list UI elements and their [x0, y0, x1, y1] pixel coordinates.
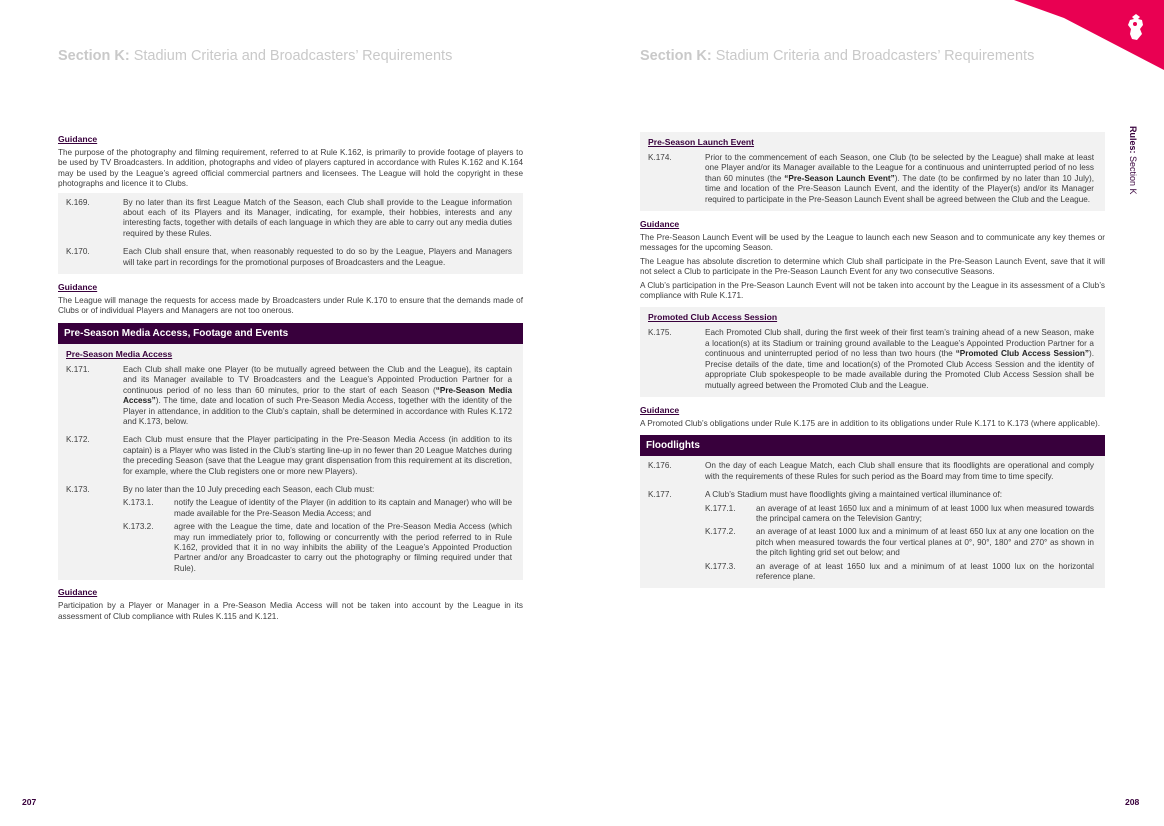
left-column: [58, 132, 523, 625]
guidance-text: A Promoted Club’s obligations under Rule K.175 are in addition to its obligations under Rule K.171 to K.173 (where applicable).: [640, 418, 1100, 428]
guidance-heading: Guidance: [58, 587, 98, 598]
pre-season-launch-event-box: [640, 132, 1105, 211]
section-band-floodlights: Floodlights: [640, 435, 1105, 456]
right-page: [582, 0, 1164, 826]
guidance-text: A Club’s participation in the Pre-Season Launch Event will not be taken into account by the League in its assessment of a Club’s compliance with Rule K.171.: [640, 280, 1105, 301]
box-heading: Promoted Club Access Session: [648, 312, 778, 323]
rule-k176: K.176. On the day of each League Match, each Club shall ensure that its floodlights are operational and comply with the requirements of these Rules for such period as the Board may from time to time specify.: [648, 461, 1094, 481]
subrule-k173-2: K.173.2. agree with the League the time, date and location of the Pre-Season Media Access (which may run immediately prior to, following or concurrently with the period referred to in Rule K.162, provided that it in no way inhibits the ability of the League’s Appointed Production Partner and/or any Broadcaster to carry out the photography or filming required under that Rule).: [123, 522, 512, 573]
promoted-club-access-box: [640, 307, 1105, 396]
premier-league-lion-icon: [1124, 13, 1148, 41]
section-band-pre-season: Pre-Season Media Access, Footage and Events: [58, 323, 523, 344]
floodlights-box: [640, 456, 1105, 588]
pre-season-media-access-box: [58, 344, 523, 580]
subrule-k177-2: K.177.2. an average of at least 1000 lux and a minimum of at least 650 lux at any one location on the pitch when measured towards the four vertical planes at 0°, 90°, 180° and 270° as shown in the pitch lighting grid set out below; and: [705, 527, 1094, 558]
box-heading: Pre-Season Media Access: [66, 348, 173, 359]
guidance-text: The Pre-Season Launch Event will be used by the League to launch each new Season and to communicate any key themes or messages for the upcoming Season.: [640, 233, 1105, 253]
section-header-right: Section K: Stadium Criteria and Broadcasters’ Requirements: [640, 48, 1035, 64]
section-header-left: Section K: Stadium Criteria and Broadcasters’ Requirements: [58, 48, 453, 64]
guidance-text: The League will manage the requests for access made by Broadcasters under Rule K.170 to ensure that the demands made of Clubs or of individual Players and Managers are not too onerous.: [58, 296, 523, 316]
guidance-text: The purpose of the photography and filming requirement, referred to at Rule K.162, is primarily to provide footage of players to be used by TV Broadcasters. In addition, photographs and video of players captured in accordance with Rules K.162 and K.164 may be used by the League’s agreed official commercial partners and licensees. The League will hold the copyright in these photographs and licence it to Clubs.: [58, 148, 523, 189]
subrule-k173-1: K.173.1. notify the League of identity of the Player (in addition to its captain and Manager) who will be made available for the Pre-Season Media Access; and: [123, 498, 512, 518]
rule-box: [58, 193, 523, 274]
subrule-k177-3: K.177.3. an average of at least 1650 lux and a minimum of at least 1000 lux on the horizontal reference plane.: [705, 561, 1094, 581]
rule-k177: K.177. A Club’s Stadium must have floodlights giving a maintained vertical illuminance of: K.177.1. an average of at least 1650 lux and a minimum of at least 1000 lux when measured towards the principal camera on the Television Gantry; K.177.2. an average of at least 1000 lux and a minimum of at least 650 lux at any one location on the pitch when measured towards the four vertical planes at 0°, 90°, 180° and 270° as shown in the pitch lighting grid set out below; and K.177.3. an average of at least 1650 lux and a minimum of at least 1000 lux on the horizontal reference plane.: [648, 490, 1094, 581]
guidance-heading: Guidance: [640, 404, 680, 415]
guidance-text: Participation by a Player or Manager in a Pre-Season Media Access will not be taken into account by the League in its assessment of Club compliance with Rules K.115 and K.121.: [58, 601, 523, 621]
guidance-text: The League has absolute discretion to determine which Club shall participate in the Pre-Season Launch Event, save that it will not select a Club to participate in the Pre-Season Launch Event for any two consecutive Seasons.: [640, 256, 1105, 277]
rule-k173: K.173. By no later than the 10 July preceding each Season, each Club must: K.173.1. notify the League of identity of the Player (in addition to its captain and Manager) who will be made available for the Pre-Season Media Access; and K.173.2. agree with the League the time, date and location of the Pre-Season Media Access (which may run immediately prior to, following or concurrently with the period referred to in Rule K.162, provided that it in no way inhibits the ability of the League’s Appointed Production Partner and/or any Broadcaster to carry out the photography or filming required under that Rule).: [66, 484, 512, 573]
guidance-heading: Guidance: [58, 134, 98, 144]
rule-k170: K.170. Each Club shall ensure that, when reasonably requested to do so by the League, Players and Managers will take part in recordings for the promotional purposes of Broadcasters and the League.: [66, 247, 512, 267]
side-section-label: Rules: Section K: [1128, 126, 1138, 195]
box-heading: Pre-Season Launch Event: [648, 137, 755, 147]
rule-k172: K.172. Each Club must ensure that the Player participating in the Pre-Season Media Access (in addition to its captain) is a Player who was listed in the Club’s starting line-up in no fewer than 20 League Matches during the preceding Season (save that the League may grant dispensation from this requirement at its discretion, for example, where the Club registers one or more new Players).: [66, 435, 512, 476]
subrule-k177-1: K.177.1. an average of at least 1650 lux and a minimum of at least 1000 lux when measured towards the principal camera on the Television Gantry;: [705, 503, 1094, 523]
rule-k169: K.169. By no later than its first League Match of the Season, each Club shall provide to the League information about each of its Players and its Manager, indicating, for example, their hobbies, interests and any interesting facts, together with details of each language in which they are able to carry out any media duties required by these Rules.: [66, 197, 512, 238]
page-number-right: 208: [1125, 797, 1140, 807]
rule-k171: K.171. Each Club shall make one Player (to be mutually agreed between the Club and the League), its captain and its Manager available to TV Broadcasters and the League’s Appointed Production Partner for a continuous period of no less than 60 minutes, prior to the start of each Season (“Pre-Season Media Access”). The time, date and location of such Pre-Season Media Access, together with the identity of the Player in attendance, in addition to the Club’s captain, shall be determined in accordance with Rules K.172 and K.173, below.: [66, 364, 513, 426]
guidance-heading: Guidance: [58, 282, 98, 293]
page-number-left: 207: [22, 797, 37, 807]
right-column: [640, 132, 1105, 588]
guidance-heading: Guidance: [640, 219, 680, 230]
rule-k174: K.174. Prior to the commencement of each Season, one Club (to be selected by the League) shall make at least one Player and/or its Manager available to the League for a continuous and uninterrupted period of no less than 60 minutes (the “Pre-Season Launch Event”). The date (to be confirmed by no later than 10 July), time and location of the Pre-Season Launch Event, and the identity of the Player(s) and/or its Manager required to participate in the Pre-Season Launch Event shall be agreed between the Club and the League.: [648, 153, 1095, 204]
rule-k175: K.175. Each Promoted Club shall, during the first week of their first team’s training ahead of a new Season, make a location(s) at its Stadium or training ground available to the League’s Appointed Production Partner for a continuous and uninterrupted period of no less than two hours (the “Promoted Club Access Session”). Precise details of the date, time and location(s) of the Promoted Club Access Session and the identity of appropriate Club spokespeople to be made available during the Promoted Club Access Session shall be mutually agreed between the Promoted Club and the League.: [648, 328, 1094, 390]
